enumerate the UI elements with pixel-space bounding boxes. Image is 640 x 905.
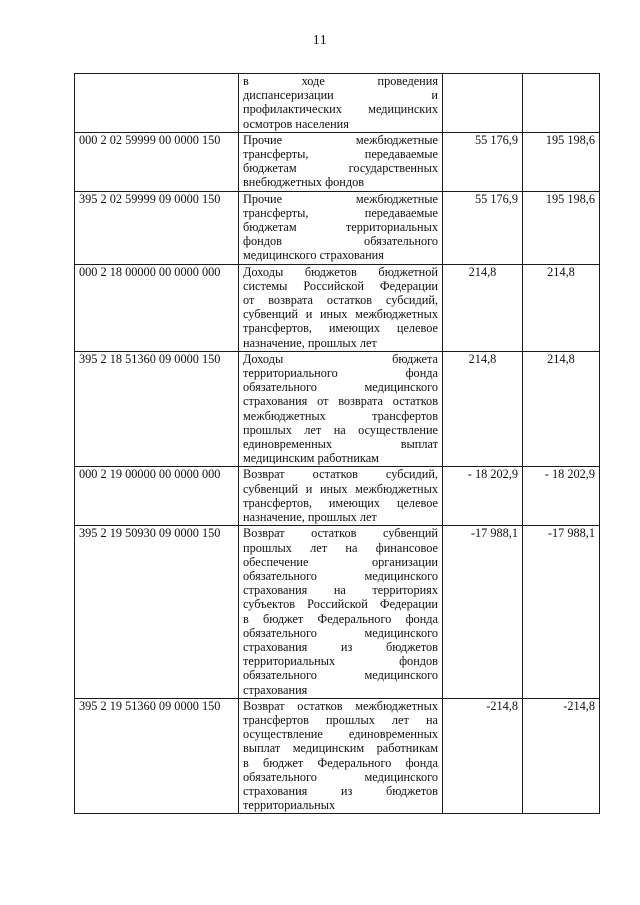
- income-name-line: трансфертов, имеющих целевое: [243, 495, 438, 510]
- income-name-line: Прочие межбюджетные: [243, 191, 438, 206]
- budget-code-cell: 000 2 02 59999 00 0000 150: [75, 132, 239, 191]
- income-name-line: назначение, прошлых лет: [243, 510, 377, 525]
- income-name-line: обязательного медицинского: [243, 668, 438, 683]
- income-name-line: трансфертов, имеющих целевое: [243, 321, 438, 336]
- income-name-line: трансферты, передаваемые: [243, 147, 438, 162]
- amount-year-1-cell: 214,8: [443, 351, 523, 467]
- income-name-line: назначение, прошлых лет: [243, 335, 377, 350]
- income-name-line: Доходы бюджетов бюджетной: [243, 264, 438, 279]
- income-name-line: в бюджет Федерального фонда: [243, 755, 438, 770]
- income-name-line: диспансеризации и: [243, 88, 438, 103]
- income-name-line: фондов обязательного: [243, 234, 438, 249]
- table-row: [75, 264, 600, 351]
- income-name-line: страхования: [243, 682, 308, 697]
- amount-year-2-cell: [523, 74, 600, 133]
- income-name-line: межбюджетных трансфертов: [243, 408, 438, 423]
- income-name-line: страхования на территориях: [243, 583, 438, 598]
- amount-year-2-cell: 195 198,6: [523, 191, 600, 264]
- income-name-line: прошлых лет на осуществление: [243, 422, 438, 437]
- amount-year-1-cell: -214,8: [443, 698, 523, 814]
- income-name-line: бюджетам государственных: [243, 161, 438, 176]
- budget-code-cell: 395 2 19 50930 09 0000 150: [75, 526, 239, 698]
- table-row: [75, 467, 600, 526]
- income-name-cell: [239, 264, 443, 351]
- income-name-line: выплат медицинским работникам: [243, 741, 438, 756]
- table-row: [75, 191, 600, 264]
- income-name-line: осуществление единовременных: [243, 727, 438, 742]
- amount-year-1-cell: -17 988,1: [443, 526, 523, 698]
- income-name-cell: [239, 526, 443, 698]
- income-name-cell: [239, 351, 443, 467]
- amount-year-2-cell: - 18 202,9: [523, 467, 600, 526]
- income-name-line: профилактических медицинских: [243, 102, 438, 117]
- income-name-line: обязательного медицинского: [243, 769, 438, 784]
- income-name-line: обеспечение организации: [243, 554, 438, 569]
- income-name-line: системы Российской Федерации: [243, 278, 438, 293]
- table-row: [75, 351, 600, 467]
- amount-year-1-cell: - 18 202,9: [443, 467, 523, 526]
- budget-code-cell: 395 2 19 51360 09 0000 150: [75, 698, 239, 814]
- income-name-line: обязательного медицинского: [243, 568, 438, 583]
- income-name-line: страхования от возврата остатков: [243, 394, 438, 409]
- income-name-cell: [239, 698, 443, 814]
- budget-code-cell: [75, 74, 239, 133]
- budget-code-cell: 395 2 18 51360 09 0000 150: [75, 351, 239, 467]
- budget-table-body: [75, 74, 600, 814]
- income-name-line: от возврата остатков субсидий,: [243, 293, 438, 308]
- income-name-line: Возврат остатков субвенций: [243, 526, 438, 541]
- budget-code-cell: 000 2 18 00000 00 0000 000: [75, 264, 239, 351]
- income-name-cell: [239, 467, 443, 526]
- income-name-line: обязательного медицинского: [243, 380, 438, 395]
- income-name-line: Прочие межбюджетные: [243, 132, 438, 147]
- income-name-cell: [239, 132, 443, 191]
- budget-table: [74, 73, 600, 814]
- amount-year-2-cell: 195 198,6: [523, 132, 600, 191]
- budget-code-cell: 000 2 19 00000 00 0000 000: [75, 467, 239, 526]
- table-row: [75, 698, 600, 814]
- income-name-line: трансфертов прошлых лет на: [243, 712, 438, 727]
- amount-year-1-cell: 214,8: [443, 264, 523, 351]
- income-name-line: Возврат остатков межбюджетных: [243, 698, 438, 713]
- income-name-line: осмотров населения: [243, 116, 349, 131]
- income-name-cell: [239, 191, 443, 264]
- amount-year-2-cell: -17 988,1: [523, 526, 600, 698]
- income-name-line: в бюджет Федерального фонда: [243, 611, 438, 626]
- income-name-line: внебюджетных фондов: [243, 175, 365, 190]
- income-name-cell: [239, 74, 443, 133]
- income-name-line: территориальных фондов: [243, 654, 438, 669]
- income-name-line: страхования из бюджетов: [243, 783, 438, 798]
- table-row: [75, 132, 600, 191]
- amount-year-2-cell: 214,8: [523, 264, 600, 351]
- amount-year-1-cell: [443, 74, 523, 133]
- income-name-line: страхования из бюджетов: [243, 639, 438, 654]
- amount-year-1-cell: 55 176,9: [443, 191, 523, 264]
- income-name-line: обязательного медицинского: [243, 625, 438, 640]
- income-name-line: медицинским работникам: [243, 451, 379, 466]
- table-row: [75, 74, 600, 133]
- income-name-line: Доходы бюджета: [243, 351, 438, 366]
- income-name-line: территориальных: [243, 798, 336, 813]
- amount-year-2-cell: 214,8: [523, 351, 600, 467]
- income-name-line: медицинского страхования: [243, 248, 384, 263]
- income-name-line: субвенций и иных межбюджетных: [243, 307, 438, 322]
- page-number: 11: [312, 33, 328, 48]
- income-name-line: единовременных выплат: [243, 437, 438, 452]
- income-name-line: бюджетам территориальных: [243, 220, 438, 235]
- amount-year-2-cell: -214,8: [523, 698, 600, 814]
- income-name-line: прошлых лет на финансовое: [243, 540, 438, 555]
- income-name-line: территориального фонда: [243, 366, 438, 381]
- amount-year-1-cell: 55 176,9: [443, 132, 523, 191]
- income-name-line: в ходе проведения: [243, 74, 438, 88]
- table-row: [75, 526, 600, 698]
- income-name-line: субъектов Российской Федерации: [243, 597, 438, 612]
- budget-code-cell: 395 2 02 59999 09 0000 150: [75, 191, 239, 264]
- income-name-line: Возврат остатков субсидий,: [243, 467, 438, 482]
- income-name-line: трансферты, передаваемые: [243, 205, 438, 220]
- income-name-line: субвенций и иных межбюджетных: [243, 481, 438, 496]
